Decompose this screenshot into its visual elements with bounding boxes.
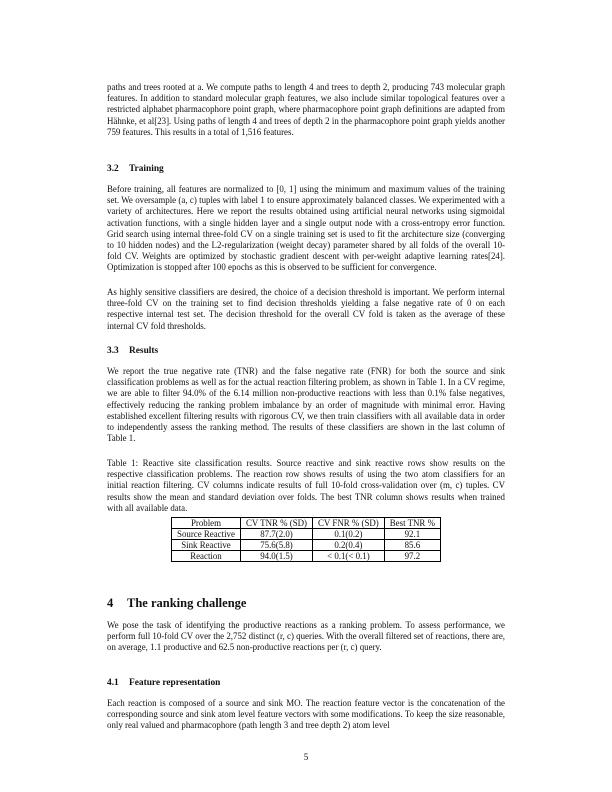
section-4-heading <box>107 596 505 611</box>
section-title: Results <box>129 346 159 356</box>
section-3-3-heading <box>107 346 505 356</box>
training-paragraph-2 <box>107 287 505 332</box>
section-title: The ranking challenge <box>127 596 247 610</box>
table-cell: 75.6(5.8) <box>240 540 312 551</box>
table-cell: 0.1(0.2) <box>313 529 385 540</box>
table-header-cell: CV FNR % (SD) <box>313 518 385 529</box>
feature-paragraph <box>107 698 505 732</box>
section-number: 3.2 <box>107 164 119 174</box>
table-header-cell: Problem <box>172 518 241 529</box>
results-table <box>171 517 441 562</box>
section-3-2-heading <box>107 164 505 174</box>
training-paragraph-1 <box>107 184 505 274</box>
table-cell: 0.2(0.4) <box>313 540 385 551</box>
table-cell: < 0.1(< 0.1) <box>313 551 385 562</box>
table-cell: 94.0(1.5) <box>240 551 312 562</box>
ranking-text: We pose the task of identifying the productive reactions as a ranking problem. To assess performance, we perform full 10-fold CV over the 2,752 distinct (r, c) queries. With the overall filtered set of reactions, there are, on average, 1.1 productive and 62.5 non-productive reactions per (r, c) query. <box>107 620 505 653</box>
table-caption-text: Table 1: Reactive site classification results. Source reactive and sink reactive rows show results on the respective classification problems. The reaction row shows results of using the two atom classifiers for an initial reaction filtering. CV columns indicate results of full 10-fold cross-validation over (m, c) tuples. CV results show the mean and standard deviation over folds. The best TNR column shows results when trained with all available data. <box>107 458 505 513</box>
training-text-2: As highly sensitive classifiers are desired, the choice of a decision threshold is important. We perform internal three-fold CV on the training set to find decision thresholds yielding a false negative rate of 0 on each respective internal test set. The decision threshold for the overall CV fold is taken as the average of these internal CV fold thresholds. <box>107 287 505 331</box>
table-cell: 97.2 <box>384 551 440 562</box>
table-row <box>172 529 441 540</box>
table-header-cell: CV TNR % (SD) <box>240 518 312 529</box>
section-number: 4 <box>107 596 114 610</box>
section-number: 4.1 <box>107 678 119 688</box>
table-header-row <box>172 518 441 529</box>
intro-text: paths and trees rooted at a. We compute paths to length 4 and trees to depth 2, producing 743 molecular graph features. In addition to standard molecular graph features, we also include similar topological features over a restricted alphabet pharmacophore point graph, where pharmacophore point graph definitions are adapted from Hähnke, et al[23]. Using paths of length 4 and trees of depth 2 in the pharmacophore point graph yields another 759 features. This results in a total of 1,516 features. <box>107 82 505 137</box>
results-paragraph <box>107 366 505 444</box>
table-cell: 87.7(2.0) <box>240 529 312 540</box>
training-text-1: Before training, all features are normalized to [0, 1] using the minimum and maximum values of the training set. We oversample (a, c) tuples with label 1 to ensure approximately balanced classes. We experimented with a variety of architectures. Here we report the results obtained using artificial neural networks using sigmoidal activation functions, with a single hidden layer and a single output node with a cross-entropy error function. Grid search using internal three-fold CV on a single training set is used to fit the architecture size (converging to 10 hidden nodes) and the L2-regularization (weight decay) parameter shared by all folds of the overall 10-fold CV. Weights are optimized by stochastic gradient descent with per-weight adaptive learning rates[24]. Optimization is stopped after 100 epochs as this is observed to be sufficient for convergence. <box>107 184 505 273</box>
section-4-1-heading <box>107 678 505 688</box>
results-text: We report the true negative rate (TNR) and the false negative rate (FNR) for both the source and sink classification problems as well as for the actual reaction filtering problem, as shown in Table 1. In a CV regime, we are able to filter 94.0% of the 6.14 million non-productive reactions with less than 0.1% false negatives, effectively reducing the ranking problem imbalance by an order of magnitude with minimal error. Having established excellent filtering results with rigorous CV, we then train classifiers with all available data in order to independently assess the ranking method. The results of these classifiers are shown in the last column of Table 1. <box>107 366 505 444</box>
section-title: Feature representation <box>129 678 221 688</box>
intro-paragraph <box>107 82 505 138</box>
feature-text: Each reaction is composed of a source and sink MO. The reaction feature vector is the concatenation of the corresponding source and sink atom level feature vectors with some modifications. To keep the size reasonable, only real valued and pharmacophore (path length 3 and tree depth 2) atom level <box>107 698 505 731</box>
table-cell: Source Reactive <box>172 529 241 540</box>
section-title: Training <box>129 164 164 174</box>
table-header-cell: Best TNR % <box>384 518 440 529</box>
table-cell: Reaction <box>172 551 241 562</box>
results-table-container <box>107 517 505 562</box>
table-row <box>172 540 441 551</box>
table-cell: 92.1 <box>384 529 440 540</box>
table-caption <box>107 458 505 514</box>
ranking-paragraph <box>107 620 505 654</box>
section-number: 3.3 <box>107 346 119 356</box>
table-cell: 85.6 <box>384 540 440 551</box>
table-row <box>172 551 441 562</box>
table-cell: Sink Reactive <box>172 540 241 551</box>
page-number: 5 <box>303 752 309 762</box>
